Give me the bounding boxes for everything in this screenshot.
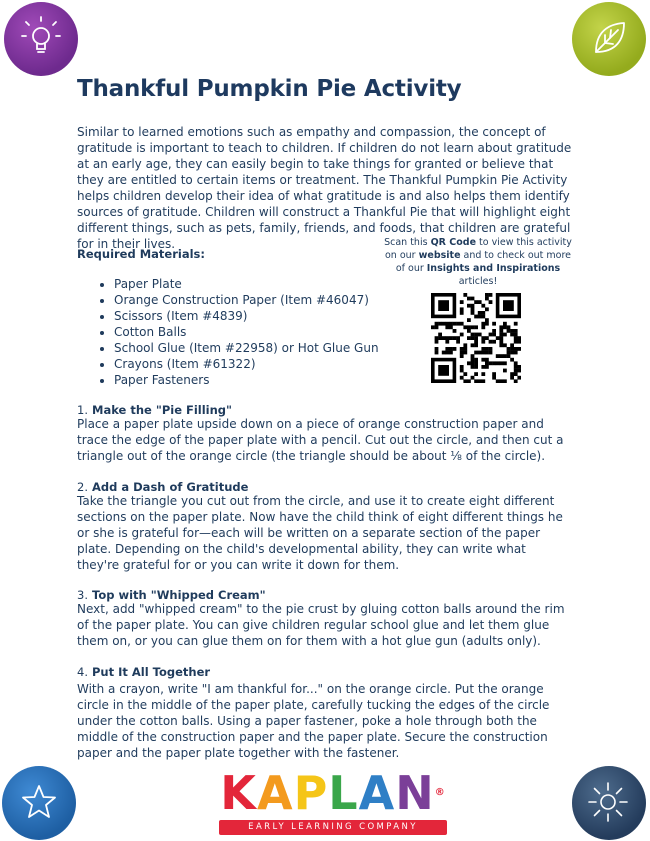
qr-module xyxy=(514,333,518,337)
qr-module xyxy=(438,365,449,376)
qr-module xyxy=(467,304,471,308)
step-text: Take the triangle you cut out from the circle, and use it to create eight different sections on the paper plate. Now have the child think of eight different things he or she is grateful for—each will be written on a separate section of the paper plate. Depending on the child's developmental ability, they can write what they're grateful for or you can write it down for them. xyxy=(77,494,563,572)
materials-heading: Required Materials: xyxy=(77,247,205,261)
qr-module xyxy=(514,340,518,344)
qr-caption-text: to view this activity on our xyxy=(384,237,572,261)
qr-module xyxy=(471,361,475,365)
qr-module xyxy=(474,358,478,362)
qr-module xyxy=(489,293,493,297)
qr-module xyxy=(489,300,493,304)
qr-module xyxy=(492,372,496,376)
qr-module xyxy=(517,336,521,340)
qr-module xyxy=(485,297,489,301)
qr-module xyxy=(435,347,439,351)
qr-module xyxy=(435,340,439,344)
qr-module xyxy=(463,293,467,297)
qr-module xyxy=(481,325,485,329)
qr-module xyxy=(435,322,439,326)
qr-module xyxy=(471,297,475,301)
insights-link[interactable]: Insights and Inspirations xyxy=(426,263,561,274)
qr-module xyxy=(492,340,496,344)
qr-module xyxy=(453,347,457,351)
qr-module xyxy=(471,365,475,369)
qr-module xyxy=(460,347,464,351)
list-item: • Cotton Balls xyxy=(114,324,379,340)
qr-module xyxy=(510,372,514,376)
qr-module xyxy=(474,343,478,347)
logo-letter: P xyxy=(293,766,329,820)
qr-module xyxy=(492,329,496,333)
qr-module xyxy=(474,365,478,369)
qr-module xyxy=(489,340,493,344)
qr-module xyxy=(489,347,493,351)
step-number: 3. xyxy=(77,588,88,602)
qr-module xyxy=(496,354,500,358)
qr-module xyxy=(485,318,489,322)
qr-module xyxy=(517,365,521,369)
lightbulb-badge xyxy=(4,2,78,76)
registered-mark: ® xyxy=(434,787,446,798)
qr-module xyxy=(474,351,478,355)
qr-module xyxy=(514,351,518,355)
qr-module xyxy=(492,333,496,337)
qr-module xyxy=(460,365,464,369)
qr-module xyxy=(481,336,485,340)
qr-module xyxy=(438,336,442,340)
qr-module xyxy=(478,311,482,315)
step-text: With a crayon, write "I am thankful for..." on the orange circle. Put the orange circle in the middle of the paper plate, carefully tucking the edges of the circle under the cotton balls. Using a paper fastener, poke a hole through both the middle of the construction paper and the paper plate. Secure the construction paper and the paper plate together with the fastener. xyxy=(77,682,550,760)
qr-module xyxy=(499,379,503,383)
qr-module xyxy=(481,311,485,315)
qr-module xyxy=(499,361,503,365)
logo-letter: A xyxy=(256,766,294,820)
qr-module xyxy=(442,336,446,340)
qr-module xyxy=(485,307,489,311)
qr-module xyxy=(507,347,511,351)
qr-module xyxy=(514,379,518,383)
qr-caption-text: Scan this xyxy=(384,237,431,248)
qr-module xyxy=(481,315,485,319)
qr-module xyxy=(463,343,467,347)
qr-module xyxy=(481,365,485,369)
qr-module xyxy=(514,347,518,351)
qr-module xyxy=(460,300,464,304)
qr-module xyxy=(456,322,460,326)
step-heading xyxy=(77,665,210,679)
qr-module xyxy=(485,347,489,351)
intro-paragraph: Similar to learned emotions such as empathy and compassion, the concept of gratitude is important to teach to children. If children do not learn about gratitude at an early age, they can easily begin to take things for granted or believe that they are entitled to certain items or treatment. The Thankful Pumpkin Pie Activity helps children develop their idea of what gratitude is and also helps them identify sources of gratitude. Children will construct a Thankful Pie that will highlight eight different things, such as pets, family, friends, and foods, that children are grateful for in their lives. xyxy=(77,125,572,251)
qr-module xyxy=(503,379,507,383)
qr-module xyxy=(485,365,489,369)
qr-module xyxy=(460,333,464,337)
qr-module xyxy=(514,369,518,373)
qr-module xyxy=(471,376,475,380)
logo-letter: N xyxy=(395,766,435,820)
kaplan-logo xyxy=(213,766,453,832)
step-title: Make the "Pie Filling" xyxy=(92,403,233,417)
qr-module xyxy=(499,329,503,333)
qr-module xyxy=(474,379,478,383)
qr-module xyxy=(467,379,471,383)
qr-module xyxy=(481,304,485,308)
qr-module xyxy=(499,325,503,329)
list-item: • School Glue (Item #22958) or Hot Glue Gun xyxy=(114,340,379,356)
qr-module xyxy=(445,322,449,326)
list-item: • Paper Plate xyxy=(114,276,379,292)
qr-caption-text: articles! xyxy=(458,276,498,287)
qr-module xyxy=(467,329,471,333)
qr-module xyxy=(474,333,478,337)
step-text: Place a paper plate upside down on a piece of orange construction paper and trace the edge of the paper plate with a pencil. Cut out the circle, and then cut a triangle out of the orange circle (the triangle should be about ⅛ of the circle). xyxy=(77,417,564,463)
list-item: • Scissors (Item #4839) xyxy=(114,308,379,324)
qr-module xyxy=(485,322,489,326)
qr-module xyxy=(496,336,500,340)
qr-module xyxy=(514,336,518,340)
qr-module xyxy=(503,325,507,329)
list-item: • Paper Fasteners xyxy=(114,372,379,388)
qr-module xyxy=(456,340,460,344)
qr-module xyxy=(499,333,503,337)
qr-module xyxy=(481,372,485,376)
qr-module xyxy=(456,336,460,340)
qr-module xyxy=(438,322,442,326)
qr-module xyxy=(438,300,449,311)
qr-module xyxy=(445,351,449,355)
logo-wordmark xyxy=(213,766,453,820)
qr-module xyxy=(445,340,449,344)
qr-module xyxy=(492,322,496,326)
qr-module xyxy=(510,358,514,362)
qr-module xyxy=(474,340,478,344)
qr-module xyxy=(517,376,521,380)
qr-module xyxy=(481,347,485,351)
page-title: Thankful Pumpkin Pie Activity xyxy=(77,76,462,102)
qr-module xyxy=(503,343,507,347)
qr-module xyxy=(481,340,485,344)
qr-module xyxy=(449,347,453,351)
qr-caption-text: and to check out more of our xyxy=(395,250,572,274)
leaf-badge xyxy=(572,2,646,76)
qr-module xyxy=(485,358,489,362)
qr-module xyxy=(503,322,507,326)
qr-module xyxy=(449,336,453,340)
qr-module xyxy=(489,361,493,365)
qr-module xyxy=(481,379,485,383)
qr-module xyxy=(503,333,507,337)
qr-module xyxy=(514,372,518,376)
step-heading xyxy=(77,403,232,417)
qr-module xyxy=(471,343,475,347)
qr-module xyxy=(514,329,518,333)
lightbulb-icon xyxy=(4,2,78,76)
qr-module xyxy=(471,358,475,362)
qr-module xyxy=(507,329,511,333)
qr-module xyxy=(467,336,471,340)
qr-code[interactable] xyxy=(431,293,521,383)
qr-module xyxy=(514,365,518,369)
logo-tagline: EARLY LEARNING COMPANY xyxy=(219,820,447,835)
qr-module xyxy=(478,300,482,304)
star-badge xyxy=(2,766,76,840)
step-text: Next, add "whipped cream" to the pie crust by gluing cotton balls around the rim of the paper plate. You can give children regular school glue and let them glue them on, or you can glue them on for them with a hot glue gun (adults only). xyxy=(77,602,565,648)
qr-module xyxy=(463,347,467,351)
qr-module xyxy=(496,379,500,383)
qr-module xyxy=(507,325,511,329)
qr-module xyxy=(492,361,496,365)
qr-module xyxy=(445,325,449,329)
website-link[interactable]: website xyxy=(418,250,461,261)
qr-module xyxy=(460,322,464,326)
qr-module xyxy=(499,354,503,358)
qr-module xyxy=(453,336,457,340)
qr-module xyxy=(467,325,471,329)
qr-module xyxy=(453,322,457,326)
qr-module xyxy=(474,315,478,319)
qr-module xyxy=(496,361,500,365)
qr-module xyxy=(481,351,485,355)
step-title: Put It All Together xyxy=(92,665,211,679)
qr-module xyxy=(499,336,503,340)
qr-module xyxy=(510,347,514,351)
step-title: Add a Dash of Gratitude xyxy=(92,480,249,494)
qr-module xyxy=(442,351,446,355)
list-item: • Crayons (Item #61322) xyxy=(114,356,379,372)
qr-module xyxy=(499,340,503,344)
qr-module xyxy=(507,354,511,358)
qr-module xyxy=(474,325,478,329)
qr-module xyxy=(435,325,439,329)
step-number: 2. xyxy=(77,480,88,494)
qr-module xyxy=(489,333,493,337)
qr-module xyxy=(510,351,514,355)
qr-module xyxy=(474,336,478,340)
qr-module xyxy=(449,322,453,326)
logo-letter: L xyxy=(328,766,359,820)
qr-module xyxy=(489,351,493,355)
qr-module xyxy=(517,347,521,351)
qr-module xyxy=(481,322,485,326)
qr-module xyxy=(485,293,489,297)
qr-module xyxy=(453,329,457,333)
qr-module xyxy=(471,304,475,308)
qr-module xyxy=(514,322,518,326)
qr-code-emphasis: QR Code xyxy=(430,237,477,248)
qr-module xyxy=(492,376,496,380)
qr-module xyxy=(478,379,482,383)
materials-list xyxy=(96,276,379,388)
qr-module xyxy=(463,325,467,329)
qr-module xyxy=(503,369,507,373)
qr-module xyxy=(514,361,518,365)
step-number: 4. xyxy=(77,665,88,679)
qr-module xyxy=(445,336,449,340)
qr-module xyxy=(460,354,464,358)
qr-module xyxy=(481,358,485,362)
leaf-icon xyxy=(572,2,646,76)
qr-module xyxy=(485,336,489,340)
logo-letter: A xyxy=(358,766,396,820)
sun-icon xyxy=(572,766,646,840)
qr-module xyxy=(474,300,478,304)
qr-module xyxy=(503,361,507,365)
qr-module xyxy=(517,369,521,373)
qr-module xyxy=(510,333,514,337)
qr-module xyxy=(463,379,467,383)
qr-module xyxy=(474,372,478,376)
qr-module xyxy=(435,336,439,340)
qr-module xyxy=(460,351,464,355)
qr-module xyxy=(485,361,489,365)
qr-module xyxy=(478,315,482,319)
qr-module xyxy=(460,307,464,311)
qr-module xyxy=(431,325,435,329)
step-number: 1. xyxy=(77,403,88,417)
sun-badge xyxy=(572,766,646,840)
qr-module xyxy=(503,300,514,311)
qr-module xyxy=(510,343,514,347)
qr-module xyxy=(471,333,475,337)
step-title: Top with "Whipped Cream" xyxy=(92,588,266,602)
qr-module xyxy=(510,376,514,380)
qr-module xyxy=(449,325,453,329)
qr-module xyxy=(471,325,475,329)
qr-module xyxy=(463,372,467,376)
qr-module xyxy=(467,297,471,301)
qr-module xyxy=(517,340,521,344)
step-heading xyxy=(77,588,266,602)
qr-module xyxy=(460,376,464,380)
step-heading xyxy=(77,480,248,494)
qr-module xyxy=(471,311,475,315)
qr-module xyxy=(449,351,453,355)
qr-module xyxy=(435,351,439,355)
qr-module xyxy=(471,336,475,340)
qr-module xyxy=(503,354,507,358)
qr-module xyxy=(463,351,467,355)
qr-caption xyxy=(380,236,576,288)
qr-module xyxy=(510,329,514,333)
qr-module xyxy=(499,343,503,347)
qr-module xyxy=(478,351,482,355)
star-icon xyxy=(2,766,76,840)
qr-module xyxy=(471,354,475,358)
qr-module xyxy=(460,369,464,373)
qr-module xyxy=(485,351,489,355)
logo-letter: K xyxy=(220,766,257,820)
qr-module xyxy=(471,307,475,311)
qr-module xyxy=(478,333,482,337)
qr-module xyxy=(467,361,471,365)
qr-module xyxy=(438,333,442,337)
qr-module xyxy=(442,322,446,326)
list-item: • Orange Construction Paper (Item #46047) xyxy=(114,292,379,308)
qr-module xyxy=(460,311,464,315)
qr-module xyxy=(467,318,471,322)
qr-module xyxy=(445,347,449,351)
qr-module xyxy=(474,361,478,365)
qr-module xyxy=(507,351,511,355)
